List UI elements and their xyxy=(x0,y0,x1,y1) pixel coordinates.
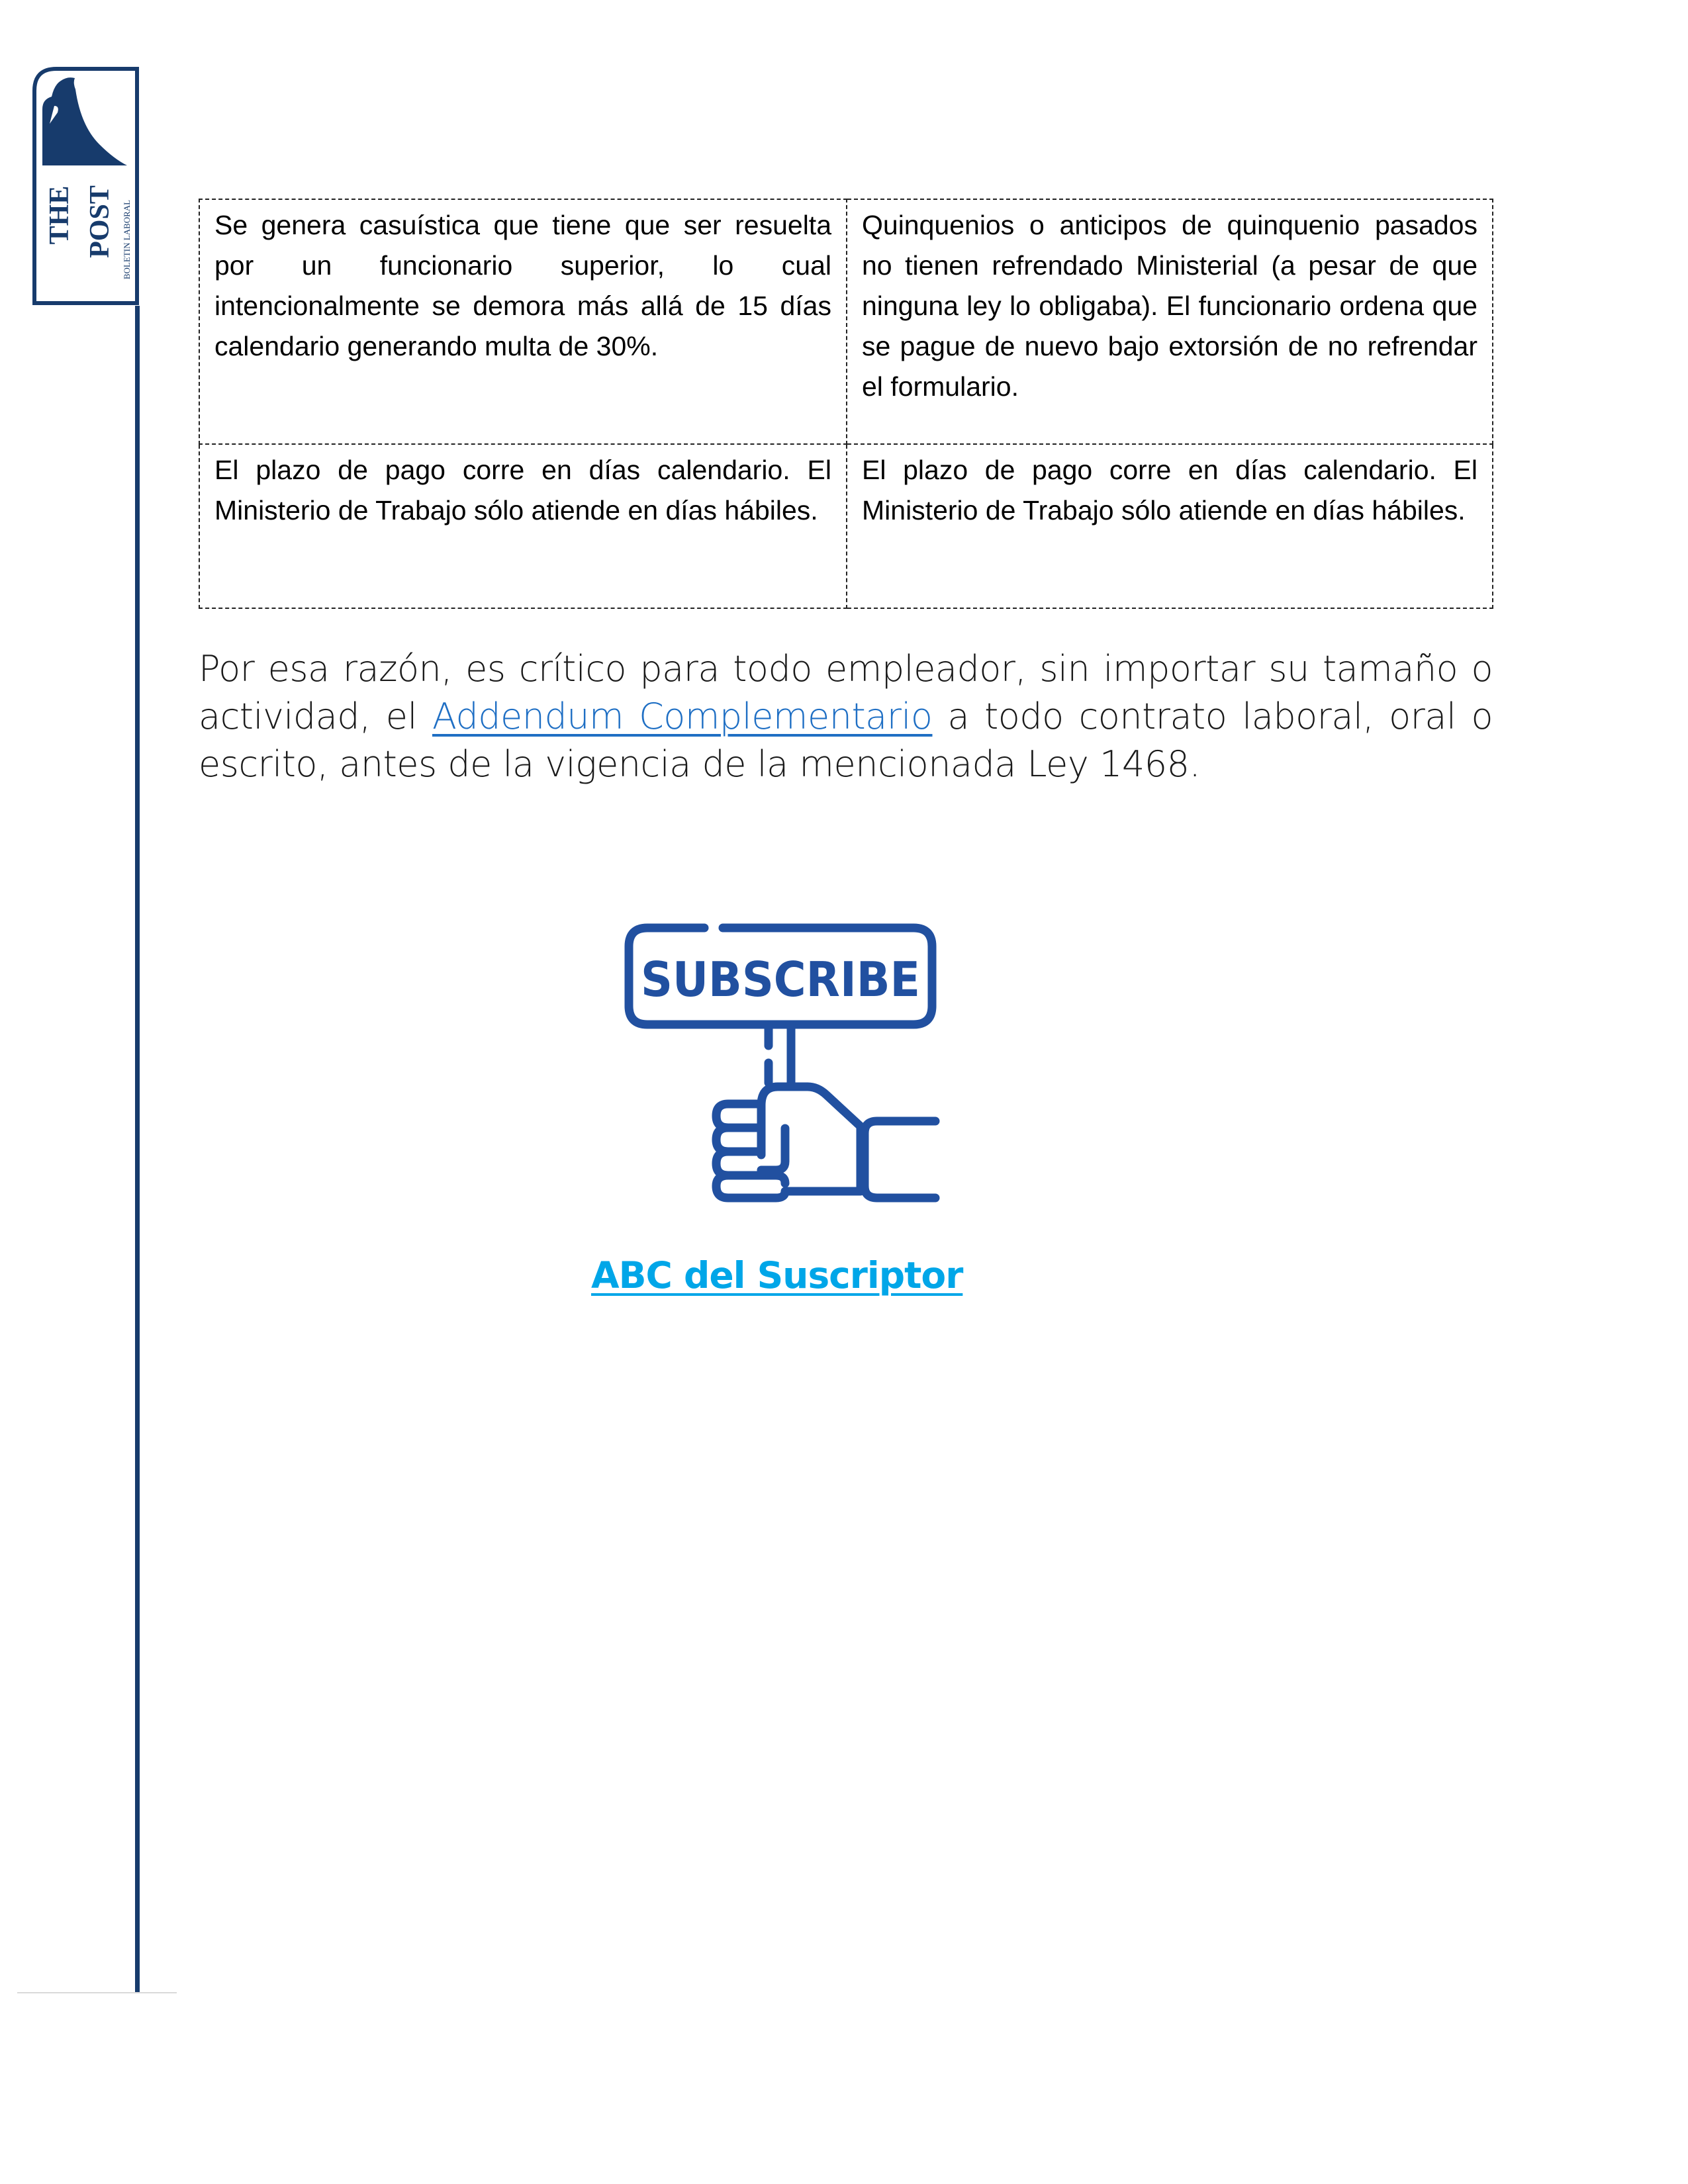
table-cell: Quinquenios o anticipos de quinquenio pasados no tienen refrendado Ministerial (a pesar de que ninguna ley lo obligaba). El funcionario ordena que se pague de nuevo bajo extorsión de no refrendar el formulario. xyxy=(847,199,1493,444)
table-cell: El plazo de pago corre en días calendario. El Ministerio de Trabajo sólo atiende en días hábiles. xyxy=(199,444,847,608)
subscribe-sign-icon[interactable] xyxy=(616,913,947,1238)
subscribe-sign-text: SUBSCRIBE xyxy=(641,952,920,1007)
sidebar-rule xyxy=(135,306,140,1993)
comparison-table xyxy=(199,199,1493,609)
footer-rule xyxy=(17,1992,177,1993)
fist-icon xyxy=(716,1087,861,1198)
abc-suscriptor-link[interactable]: ABC del Suscriptor xyxy=(591,1254,963,1297)
table-cell: El plazo de pago corre en días calendario. El Ministerio de Trabajo sólo atiende en días hábiles. xyxy=(847,444,1493,608)
table-cell: Se genera casuística que tiene que ser resuelta por un funcionario superior, lo cual intencionalmente se demora más allá de 15 días calendario generando multa de 30%. xyxy=(199,199,847,444)
sign-stick xyxy=(769,1026,791,1083)
logo-line-the: THE xyxy=(44,185,75,245)
the-post-logo xyxy=(26,63,142,314)
table-row xyxy=(199,444,1493,608)
cuff-icon xyxy=(865,1121,935,1198)
paragraph-text: Por esa razón, es crítico para todo empleador, sin importar su tamaño o actividad, el xyxy=(199,648,1493,737)
body-paragraph xyxy=(199,645,1493,788)
eagle-icon xyxy=(42,77,127,165)
logo-line-post: POST xyxy=(85,185,115,258)
addendum-link[interactable]: Addendum Complementario xyxy=(432,696,933,737)
table-row xyxy=(199,199,1493,444)
logo-tagline: BOLETIN LABORAL xyxy=(122,199,132,280)
paragraph-text: a todo contrato laboral, oral o escrito, antes de la vigencia de la mencionada Ley 1468. xyxy=(199,696,1493,785)
